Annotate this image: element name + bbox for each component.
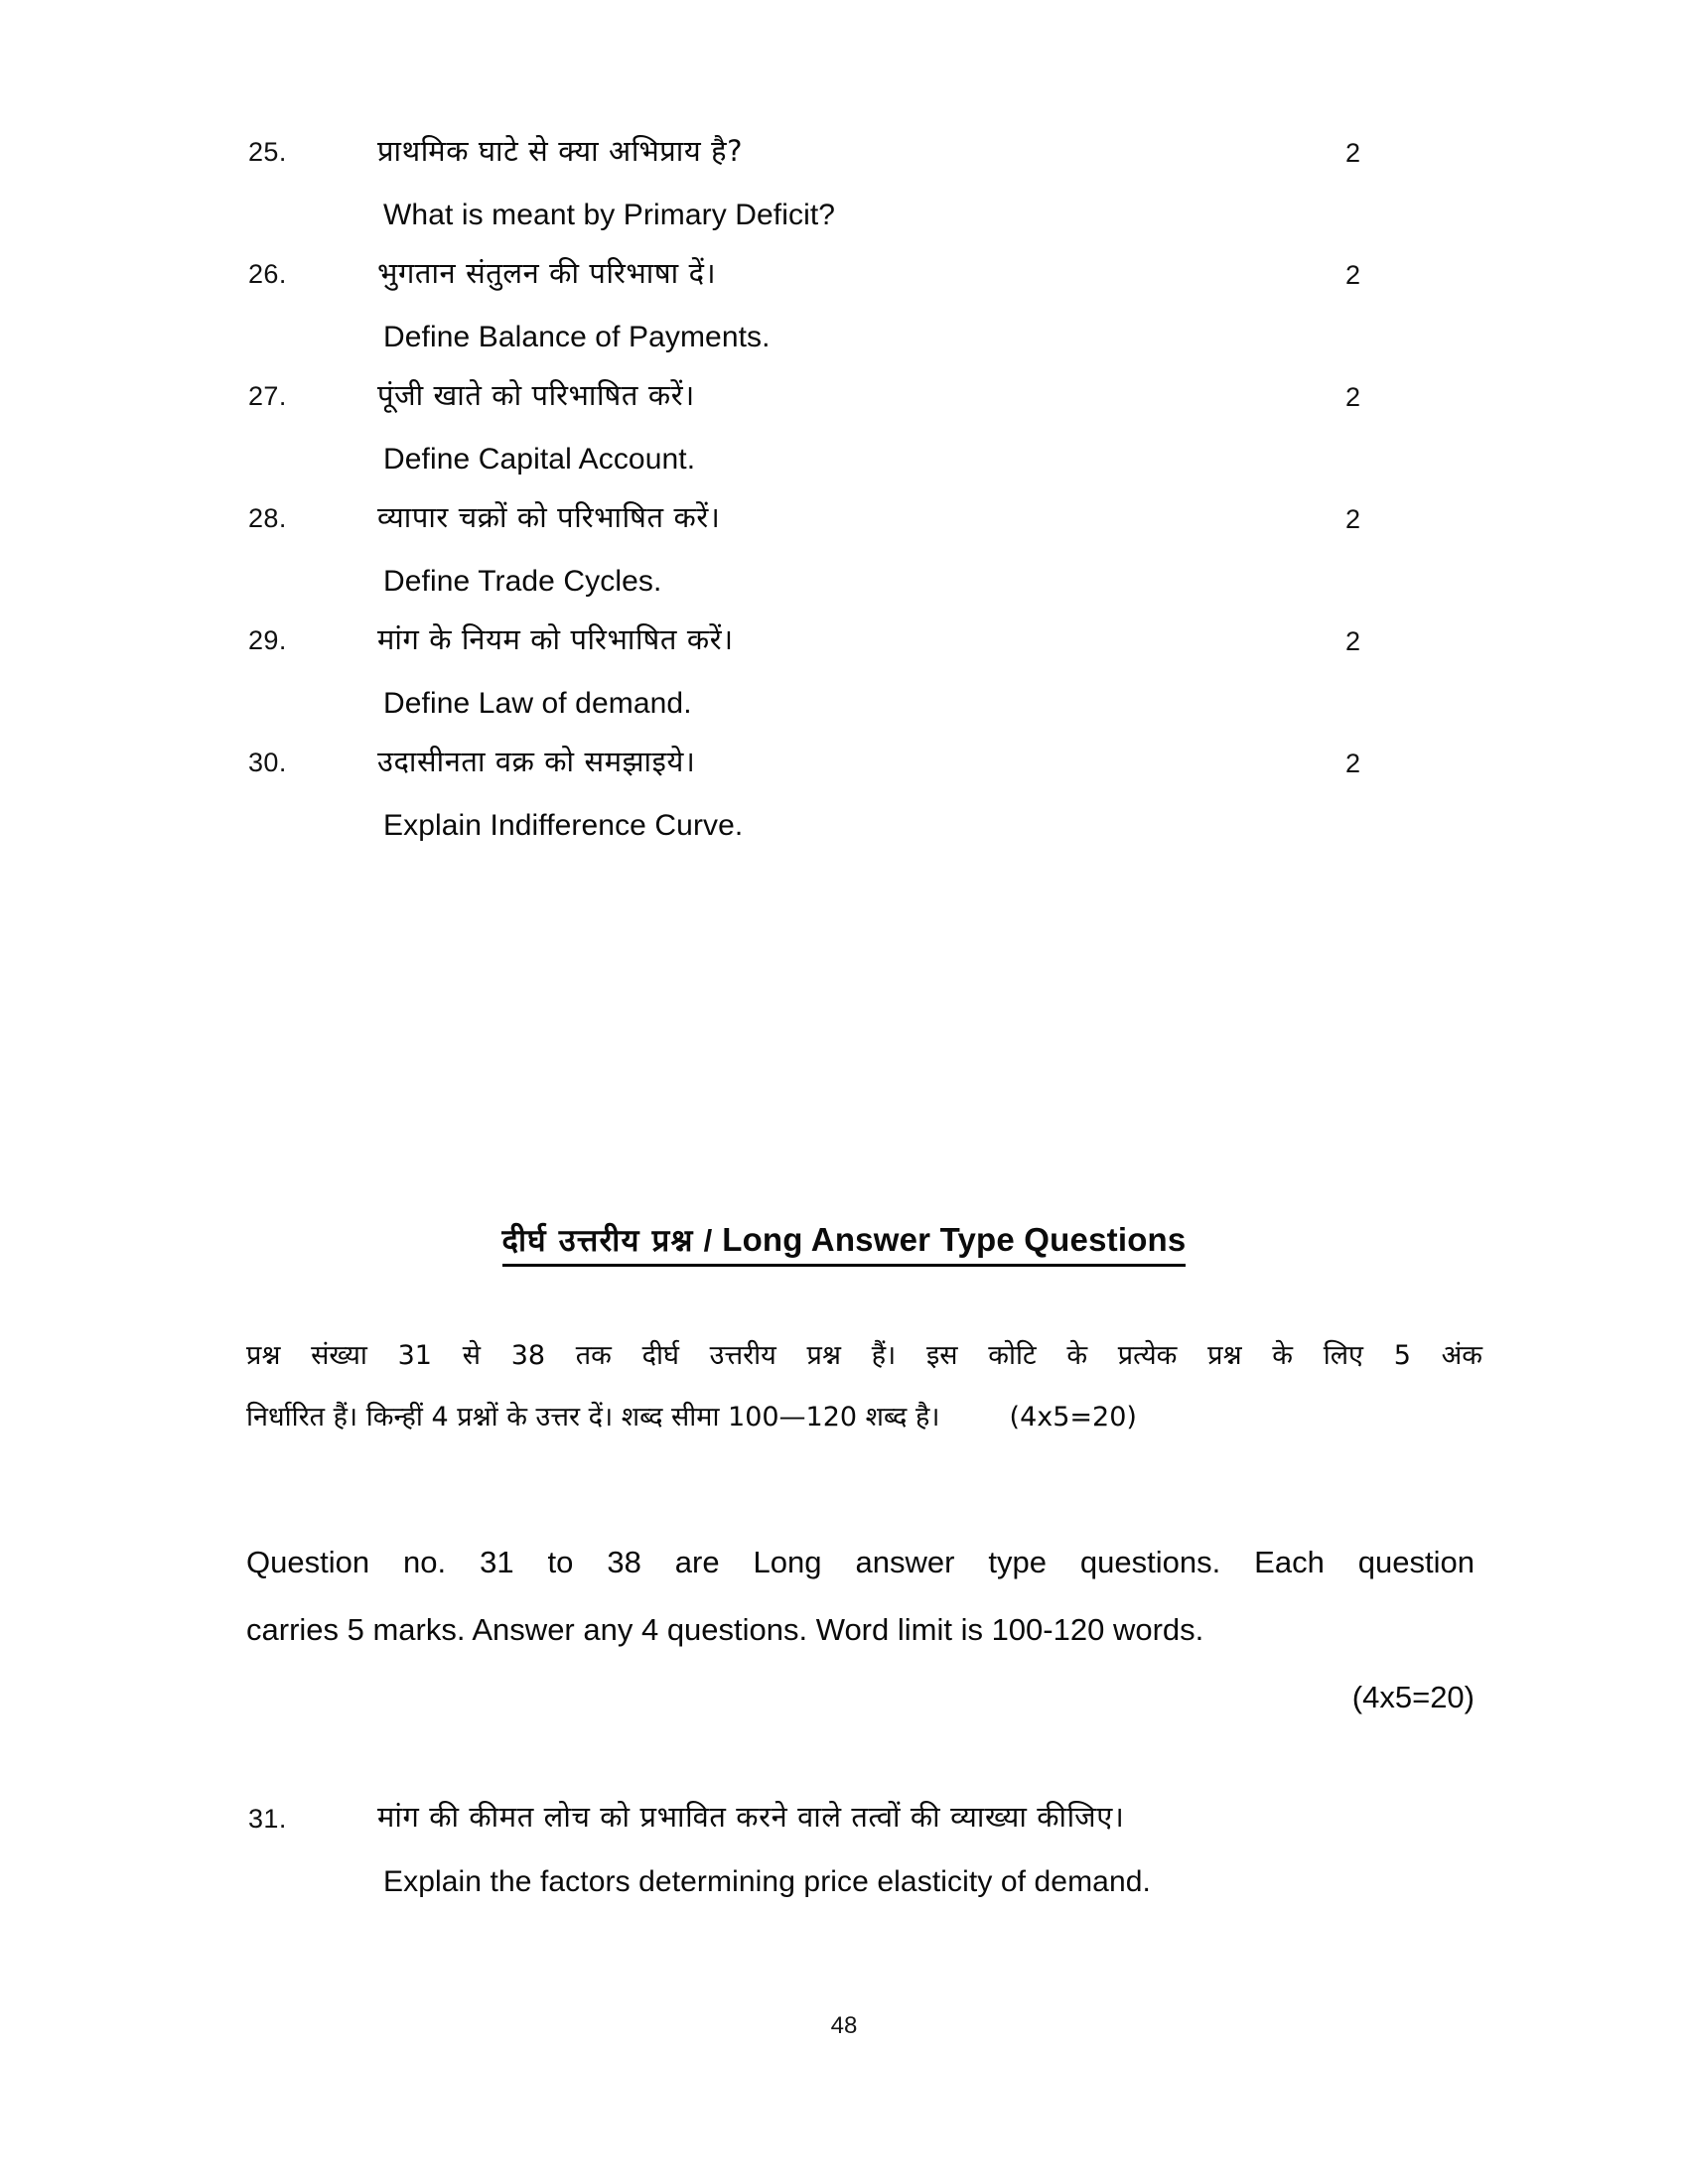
instructions-english-line1: Question no. 31 to 38 are Long answer type questions. Each question: [246, 1545, 1475, 1579]
instructions-hindi-line2-wrap: [246, 1387, 1482, 1448]
long-answer-questions-list: [248, 1802, 1519, 1924]
instructions-english: [246, 1529, 1475, 1664]
question-number: 25.: [248, 137, 287, 167]
section-heading: [0, 1219, 1688, 1267]
section-heading-separator: /: [703, 1223, 713, 1258]
question-text-english: What is meant by Primary Deficit?: [383, 199, 836, 231]
question-marks: 2: [1345, 260, 1361, 290]
question-number: 26.: [248, 259, 287, 289]
question-text-hindi: भुगतान संतुलन की परिभाषा दें।: [377, 256, 717, 290]
question-row: [248, 746, 1519, 868]
question-text-english: Explain the factors determining price elasticity of demand.: [383, 1865, 1151, 1898]
question-row: [248, 501, 1519, 623]
question-marks: 2: [1345, 382, 1361, 412]
question-text-hindi: मांग की कीमत लोच को प्रभावित करने वाले तत्वों की व्याख्या कीजिए।: [377, 1800, 1125, 1834]
question-text-hindi: प्राथमिक घाटे से क्या अभिप्राय है?: [377, 134, 744, 168]
question-number: 31.: [248, 1804, 287, 1834]
instructions-hindi: [246, 1325, 1482, 1448]
question-row: [248, 623, 1519, 746]
question-row: [248, 257, 1519, 379]
question-text-english: Define Balance of Payments.: [383, 321, 771, 353]
question-number: 30.: [248, 748, 287, 777]
question-text-english: Explain Indifference Curve.: [383, 809, 744, 842]
question-text-hindi: मांग के नियम को परिभाषित करें।: [377, 622, 734, 656]
question-row: [248, 135, 1519, 257]
question-row: [248, 379, 1519, 501]
instructions-english-marks: (4x5=20): [1351, 1680, 1475, 1714]
instructions-hindi-line2: निर्धारित हैं। किन्हीं 4 प्रश्नों के उत्तर दें। शब्द सीमा 100—120 शब्द है।: [246, 1402, 940, 1433]
question-text-english: Define Law of demand.: [383, 687, 692, 720]
question-marks: 2: [1345, 749, 1361, 778]
question-marks: 2: [1345, 626, 1361, 656]
instructions-english-line2: carries 5 marks. Answer any 4 questions. Word limit is 100-120 words.: [246, 1612, 1204, 1647]
instructions-hindi-line1: प्रश्न संख्या 31 से 38 तक दीर्घ उत्तरीय प्रश्न हैं। इस कोटि के प्रत्येक प्रश्न के लिए 5 अंक: [246, 1340, 1482, 1371]
question-text-english: Define Capital Account.: [383, 443, 696, 476]
question-number: 29.: [248, 625, 287, 655]
question-marks: 2: [1345, 138, 1361, 168]
question-marks: 2: [1345, 504, 1361, 534]
question-text-english: Define Trade Cycles.: [383, 565, 662, 598]
instructions-hindi-marks: (4x5=20): [1009, 1402, 1137, 1433]
short-answer-questions-list: [248, 135, 1519, 868]
question-text-hindi: पूंजी खाते को परिभाषित करें।: [377, 378, 695, 412]
question-number: 28.: [248, 503, 287, 533]
section-heading-underlined: [502, 1219, 1187, 1267]
section-heading-hindi: दीर्घ उत्तरीय प्रश्न: [501, 1223, 694, 1259]
question-text-hindi: उदासीनता वक्र को समझाइये।: [377, 745, 696, 778]
question-text-hindi: व्यापार चक्रों को परिभाषित करें।: [377, 500, 721, 534]
page-number: 48: [830, 2012, 858, 2039]
question-row: [248, 1802, 1519, 1924]
question-number: 27.: [248, 381, 287, 411]
section-heading-english: Long Answer Type Questions: [722, 1221, 1187, 1258]
